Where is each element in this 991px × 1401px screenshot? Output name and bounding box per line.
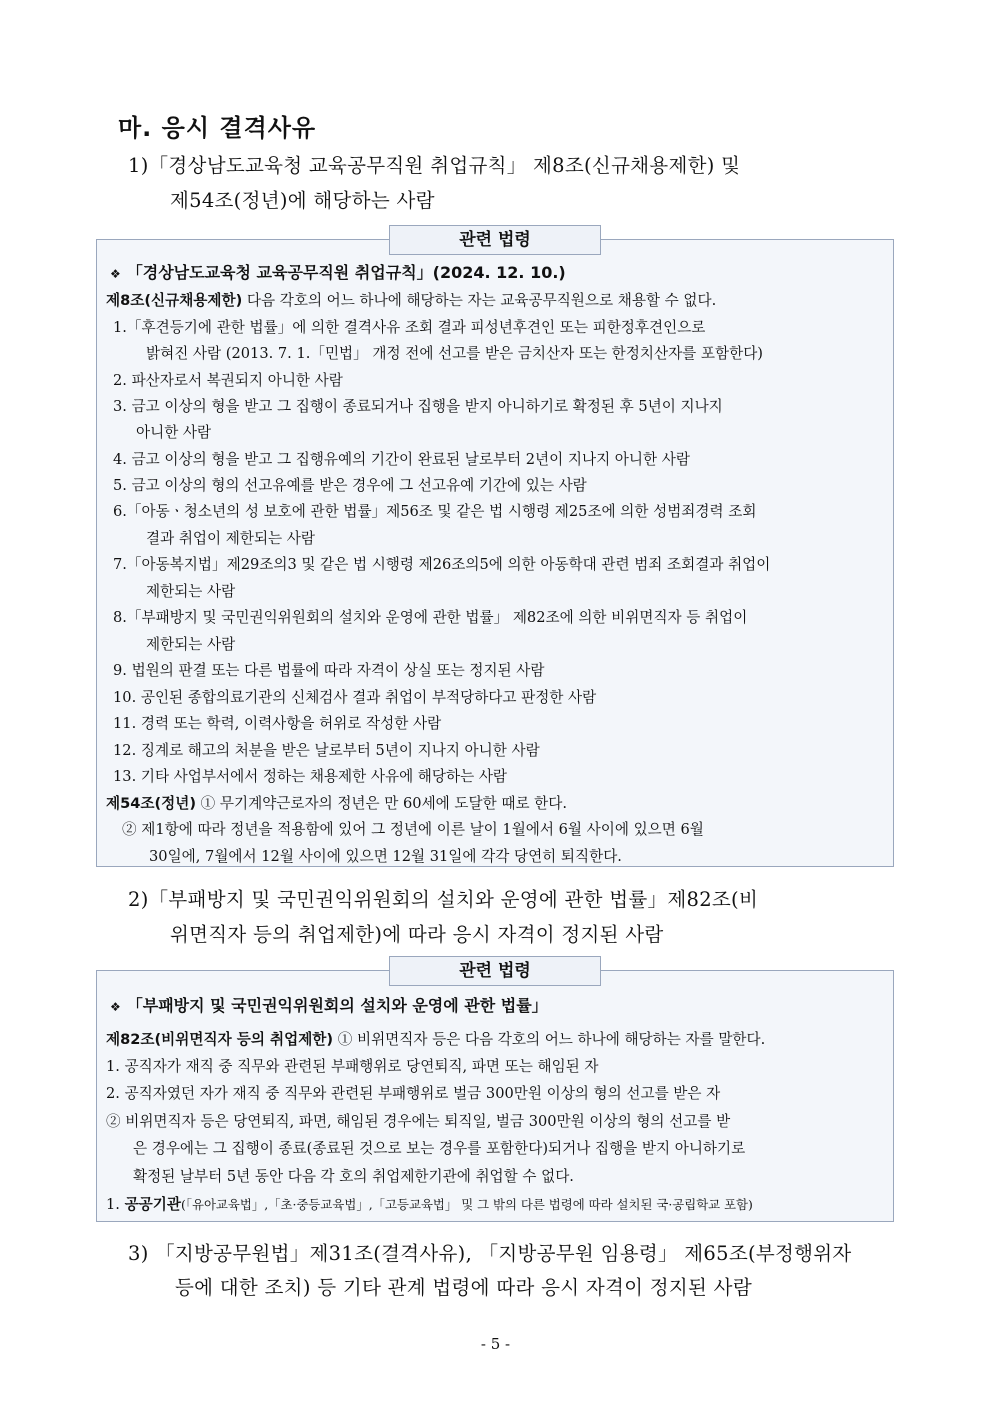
box1-line: 3. 금고 이상의 형을 받고 그 집행이 종료되거나 집행을 받지 아니하기로 확정된 후 5년이 지나지 [113, 398, 723, 415]
diamond-icon: ❖ [110, 1000, 121, 1014]
item2-line1: 2)「부패방지 및 국민권익위원회의 설치와 운영에 관한 법률」제82조(비 [128, 888, 759, 911]
article-82-label: 제82조(비위면직자 등의 취업제한) [106, 1031, 334, 1048]
box1-line: 8.「부패방지 및 국민권익위원회의 설치와 운영에 관한 법률」 제82조에 의한 비위면직자 등 취업이 [113, 609, 748, 626]
box1-line: 4. 금고 이상의 형을 받고 그 집행유예의 기간이 완료된 날로부터 2년이 지나지 아니한 사람 [113, 451, 690, 468]
item3-line1: 3) 「지방공무원법」제31조(결격사유), 「지방공무원 임용령」 제65조(부정행위자 [128, 1242, 852, 1265]
law-box-1-title: 「경상남도교육청 교육공무직원 취업규칙」(2024. 12. 10.) [126, 263, 566, 282]
law-box-1-heading [110, 260, 566, 283]
law-box-2-title: 「부패방지 및 국민권익위원회의 설치와 운영에 관한 법률」 [126, 996, 548, 1015]
box1-line: 9. 법원의 판결 또는 다른 법률에 따라 자격이 상실 또는 정지된 사람 [113, 662, 545, 679]
box1-line: 11. 경력 또는 학력, 이력사항을 허위로 작성한 사람 [113, 715, 442, 732]
law-box-2-heading [110, 993, 548, 1016]
article-54-label: 제54조(정년) [106, 795, 197, 812]
item1-line1: 1)「경상남도교육청 교육공무직원 취업규칙」 제8조(신규채용제한) 및 [128, 154, 741, 177]
box1-line: 결과 취업이 제한되는 사람 [146, 530, 315, 547]
box2-line: 확정된 날부터 5년 동안 다음 각 호의 취업제한기관에 취업할 수 없다. [133, 1168, 574, 1185]
article-82-text: ① 비위면직자 등은 다음 각호의 어느 하나에 해당하는 자를 말한다. [333, 1031, 766, 1048]
law-box-1-tab: 관련 법령 [389, 225, 601, 255]
diamond-icon: ❖ [110, 267, 121, 281]
item2-line2: 위면직자 등의 취업제한)에 따라 응시 자격이 정지된 사람 [170, 923, 664, 946]
item3-line2: 등에 대한 조치) 등 기타 관계 법령에 따라 응시 자격이 정지된 사람 [175, 1276, 752, 1299]
box1-line: 10. 공인된 종합의료기관의 신체검사 결과 취업이 부적당하다고 판정한 사람 [113, 689, 597, 706]
article-54-2-line1: ② 제1항에 따라 정년을 적용함에 있어 그 정년에 이른 날이 1월에서 6월 사이에 있으면 6월 [122, 821, 704, 838]
box1-line: 6.「아동ㆍ청소년의 성 보호에 관한 법률」제56조 및 같은 법 시행령 제25조에 의한 성범죄경력 조회 [113, 503, 757, 520]
box1-line: 아니한 사람 [136, 424, 212, 441]
box1-line: 7.「아동복지법」제29조의3 및 같은 법 시행령 제26조의5에 의한 아동학대 관련 범죄 조회결과 취업이 [113, 556, 771, 573]
box1-line: 12. 징계로 해고의 처분을 받은 날로부터 5년이 지나지 아니한 사람 [113, 742, 540, 759]
article-54-2-line2: 30일에, 7월에서 12월 사이에 있으면 12월 31일에 각각 당연히 퇴직한다. [149, 848, 622, 865]
box1-line: 5. 금고 이상의 형의 선고유예를 받은 경우에 그 선고유예 기간에 있는 사람 [113, 477, 587, 494]
box2-line: 은 경우에는 그 집행이 종료(종료된 것으로 보는 경우를 포함한다)되거나 집행을 받지 아니하기로 [133, 1140, 746, 1157]
article-54-text: ① 무기계약근로자의 정년은 만 60세에 도달한 때로 한다. [196, 795, 568, 812]
public-institution-note: (「유아교육법」,「초·중등교육법」,「고등교육법」 및 그 밖의 다른 법령에 따라 설치된 국·공립학교 포함) [180, 1197, 753, 1212]
article-8-text: 다음 각호의 어느 하나에 해당하는 자는 교육공무직원으로 채용할 수 없다. [242, 292, 717, 309]
box2-last-num: 1. [106, 1196, 125, 1213]
box1-line: 1.「후견등기에 관한 법률」에 의한 결격사유 조회 결과 피성년후견인 또는 피한정후견인으로 [113, 319, 706, 336]
box2-line: 1. 공직자가 재직 중 직무와 관련된 부패행위로 당연퇴직, 파면 또는 해임된 자 [106, 1058, 599, 1075]
article-8-line [106, 289, 716, 310]
article-8-label: 제8조(신규채용제한) [106, 292, 243, 309]
box2-line: ② 비위면직자 등은 당연퇴직, 파면, 해임된 경우에는 퇴직일, 벌금 300만원 이상의 형의 선고를 받 [106, 1113, 731, 1130]
box1-line: 밝혀진 사람 (2013. 7. 1.「민법」 개정 전에 선고를 받은 금치산자 또는 한정치산자를 포함한다) [146, 345, 763, 362]
box1-line: 제한되는 사람 [146, 583, 236, 600]
box2-line: 2. 공직자였던 자가 재직 중 직무와 관련된 부패행위로 벌금 300만원 이상의 형의 선고를 받은 자 [106, 1085, 721, 1102]
box2-last-line [106, 1193, 753, 1214]
article-54-line [106, 792, 567, 813]
box1-line: 제한되는 사람 [146, 636, 236, 653]
article-82-line [106, 1028, 765, 1049]
section-title: 마. 응시 결격사유 [118, 114, 317, 142]
public-institution-label: 공공기관 [124, 1196, 181, 1213]
page-number: - 5 - [480, 1335, 511, 1353]
box1-line: 13. 기타 사업부서에서 정하는 채용제한 사유에 해당하는 사람 [113, 768, 508, 785]
box1-line: 2. 파산자로서 복권되지 아니한 사람 [113, 372, 343, 389]
law-box-2-tab: 관련 법령 [389, 956, 601, 986]
item1-line2: 제54조(정년)에 해당하는 사람 [170, 189, 435, 212]
